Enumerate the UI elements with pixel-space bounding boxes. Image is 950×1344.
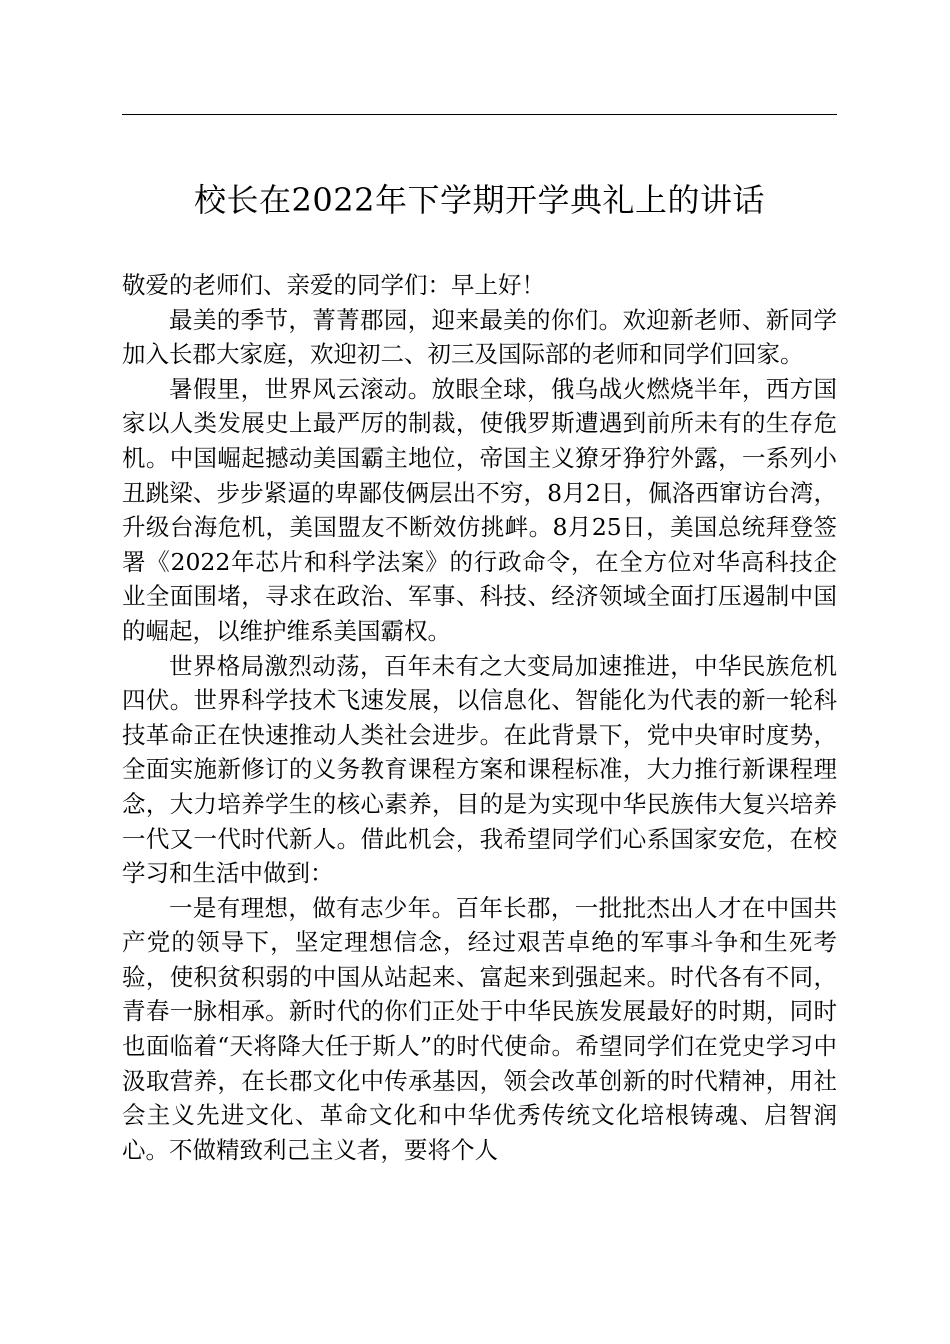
document-title: 校长在2022年下学期开学典礼上的讲话 <box>194 181 765 219</box>
greeting-line: 敬爱的老师们、亲爱的同学们：早上好！ <box>122 271 545 299</box>
paragraph-world-situation: 暑假里，世界风云滚动。放眼全球，俄乌战火燃烧半年，西方国家以人类发展史上最严厉的制裁，使俄罗斯遭遇到前所未有的生存危机。中国崛起撼动美国霸主地位，帝国主义獠牙狰狞外露，一系列小丑跳梁、步步紧逼的卑鄙伎俩层出不穷，8月2日，佩洛西窜访台湾，升级台海危机，美国盟友不断效仿挑衅。8月25日，美国总统拜登签署《2022年芯片和科学法案》的行政命令，在全方位对华高科技企业全面围堵，寻求在政治、军事、科技、经济领域全面打压遏制中国的崛起，以维护维系美国霸权。 <box>122 374 837 645</box>
header-rule <box>122 114 837 115</box>
paragraph-welcome: 最美的季节，菁菁郡园，迎来最美的你们。欢迎新老师、新同学加入长郡大家庭，欢迎初二、初三及国际部的老师和同学们回家。 <box>122 305 837 369</box>
paragraph-ideals: 一是有理想，做有志少年。百年长郡，一批批杰出人才在中国共产党的领导下，坚定理想信念，经过艰苦卓绝的军事斗争和生死考验，使积贫积弱的中国从站起来、富起来到强起来。时代各有不同，青春一脉相承。新时代的你们正处于中华民族发展最好的时期，同时也面临着“天将降大任于斯人”的时代使命。希望同学们在党史学习中汲取营养，在长郡文化中传承基因，领会改革创新的时代精神，用社会主义先进文化、革命文化和中华优秀传统文化培根铸魂、启智润心。不做精致利己主义者，要将个人 <box>122 893 837 1164</box>
document-body <box>122 268 837 1167</box>
paragraph-world-pattern: 世界格局激烈动荡，百年未有之大变局加速推进，中华民族危机四伏。世界科学技术飞速发展，以信息化、智能化为代表的新一轮科技革命正在快速推动人类社会进步。在此背景下，党中央审时度势，全面实施新修订的义务教育课程方案和课程标准，大力推行新课程理念，大力培养学生的核心素养，目的是为实现中华民族伟大复兴培养一代又一代时代新人。借此机会，我希望同学们心系国家安危，在校学习和生活中做到： <box>122 651 837 888</box>
